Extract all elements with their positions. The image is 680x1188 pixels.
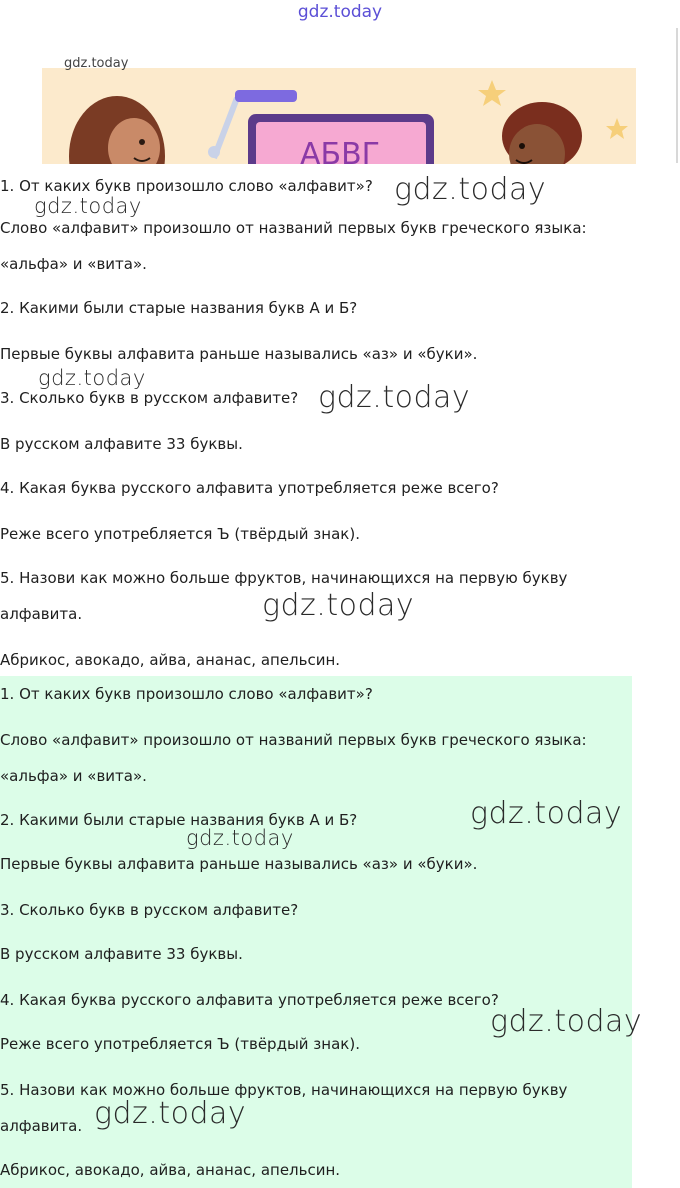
answer-5: Абрикос, авокадо, айва, ананас, апельсин. bbox=[0, 1161, 341, 1179]
watermark: gdz.today bbox=[394, 172, 547, 207]
answer-5: Абрикос, авокадо, айва, ананас, апельсин. bbox=[0, 651, 341, 669]
question-5: 5. Назови как можно больше фруктов, начинающихся на первую букву алфавита. bbox=[0, 569, 568, 623]
banner-watermark: gdz.today bbox=[64, 56, 129, 71]
watermark: gdz.today bbox=[38, 366, 146, 390]
watermark: gdz.today bbox=[94, 1096, 247, 1131]
answer-4: Реже всего употребляется Ъ (твёрдый знак). bbox=[0, 525, 360, 543]
question-3: 3. Сколько букв в русском алфавите? bbox=[0, 389, 299, 407]
question-4: 4. Какая буква русского алфавита употребляется реже всего? bbox=[0, 991, 499, 1009]
answer-3: В русском алфавите 33 буквы. bbox=[0, 945, 243, 963]
question-1: 1. От каких букв произошло слово «алфавит»? bbox=[0, 685, 373, 703]
watermark: gdz.today bbox=[262, 588, 415, 623]
watermark: gdz.today bbox=[34, 194, 142, 218]
watermark: gdz.today bbox=[470, 796, 623, 831]
question-3: 3. Сколько букв в русском алфавите? bbox=[0, 901, 299, 919]
question-5: 5. Назови как можно больше фруктов, начинающихся на первую букву алфавита. bbox=[0, 1081, 568, 1135]
banner-art bbox=[42, 68, 636, 164]
question-4: 4. Какая буква русского алфавита употребляется реже всего? bbox=[0, 479, 499, 497]
scrollbar[interactable] bbox=[676, 28, 678, 163]
banner-illustration bbox=[42, 68, 636, 164]
question-2: 2. Какими были старые названия букв А и Б? bbox=[0, 811, 358, 829]
lamp-shade bbox=[235, 90, 297, 102]
watermark: gdz.today bbox=[490, 1004, 643, 1039]
answer-4: Реже всего употребляется Ъ (твёрдый знак). bbox=[0, 1035, 360, 1053]
answer-1: Слово «алфавит» произошло от названий первых букв греческого языка: «альфа» и «вита». bbox=[0, 219, 587, 273]
watermark: gdz.today bbox=[186, 826, 294, 850]
site-link[interactable]: gdz.today bbox=[297, 2, 383, 22]
answer-3: В русском алфавите 33 буквы. bbox=[0, 435, 243, 453]
question-2: 2. Какими были старые названия букв А и Б? bbox=[0, 299, 358, 317]
question-1: 1. От каких букв произошло слово «алфавит»? bbox=[0, 177, 373, 195]
board-letters: АБВГ bbox=[300, 137, 380, 164]
answer-1: Слово «алфавит» произошло от названий первых букв греческого языка: «альфа» и «вита». bbox=[0, 731, 587, 785]
watermark: gdz.today bbox=[318, 380, 471, 415]
answer-2: Первые буквы алфавита раньше назывались «аз» и «буки». bbox=[0, 345, 478, 363]
answer-2: Первые буквы алфавита раньше назывались «аз» и «буки». bbox=[0, 855, 478, 873]
